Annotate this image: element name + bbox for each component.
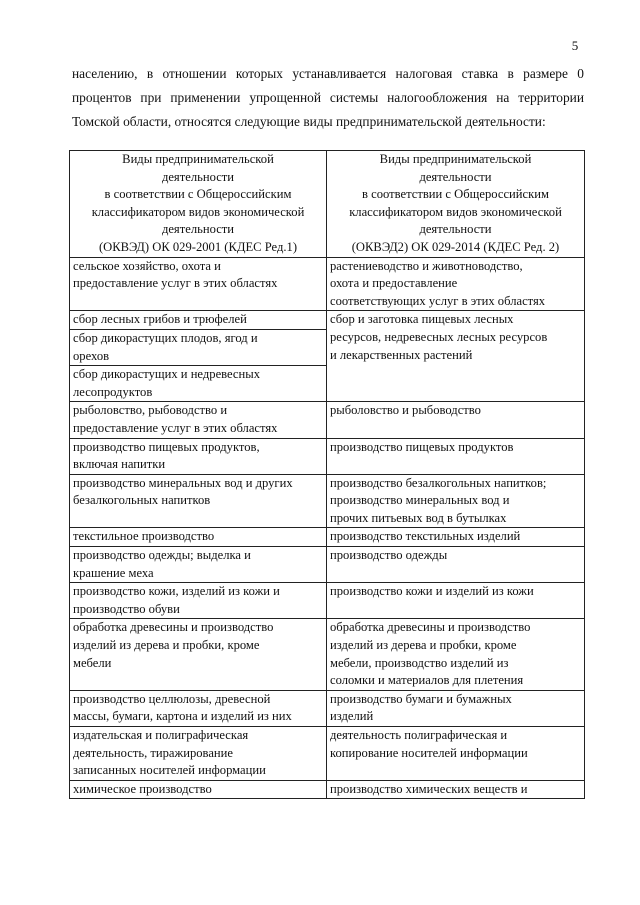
cell-line: производство безалкогольных напитков; (330, 475, 547, 490)
cell-line: изделий из дерева и пробки, кроме (73, 638, 260, 653)
table-header-row (70, 151, 585, 258)
cell-line: включая напитки (73, 457, 166, 472)
okved2-2014-cell (327, 528, 585, 547)
table-row (70, 583, 585, 619)
okved-2001-cell (70, 329, 327, 365)
table-row (70, 257, 585, 311)
header-line: деятельности (161, 169, 235, 184)
cell-line: соответствующих услуг в этих областях (330, 293, 546, 308)
okved2-2014-cell (327, 780, 585, 799)
cell-line: изделий из дерева и пробки, кроме (330, 638, 517, 653)
table-row (70, 727, 585, 781)
intro-paragraph (72, 62, 584, 134)
cell-line: издательская и полиграфическая (73, 728, 249, 742)
cell-line: производство одежды (330, 548, 448, 563)
header-okved2-2014 (327, 151, 585, 258)
cell-line: производство обуви (73, 601, 180, 616)
cell-line: записанных носителей информации (73, 763, 266, 778)
cell-line: крашение меха (73, 565, 154, 580)
cell-line: производство бумаги и бумажных (330, 691, 512, 706)
cell-line: производство одежды; выделка и (73, 548, 251, 563)
cell-line: растениеводство и животноводство, (330, 258, 523, 273)
cell-line: текстильное производство (73, 529, 215, 544)
cell-line: сбор дикорастущих и недревесных (73, 367, 261, 382)
okved-2001-cell (70, 690, 327, 726)
cell-line: предоставление услуг в этих областях (73, 420, 278, 435)
cell-line: обработка древесины и производство (330, 620, 531, 635)
intro-line: процентов при применении упрощенной системы налогообложения на территории (72, 90, 584, 105)
header-line: классификатором видов экономической (349, 204, 562, 219)
cell-line: лесопродуктов (73, 384, 153, 399)
cell-line: орехов (73, 348, 110, 363)
table-row (70, 619, 585, 690)
cell-line: прочих питьевых вод в бутылках (330, 510, 507, 525)
okved-2001-cell (70, 583, 327, 619)
header-line: Виды предпринимательской (122, 152, 274, 166)
header-line: (ОКВЭД2) ОК 029-2014 (КДЕС Ред. 2) (351, 239, 560, 254)
cell-line: производство химических веществ и (330, 781, 528, 796)
cell-line: копирование носителей информации (330, 745, 528, 760)
page-number: 5 (571, 38, 579, 53)
okved2-2014-cell (327, 402, 585, 438)
header-line: деятельности (419, 222, 492, 237)
table-row (70, 528, 585, 547)
okved2-2014-cell (327, 690, 585, 726)
okved2-2014-cell (327, 727, 585, 781)
okved-2001-cell (70, 780, 327, 799)
cell-line: мебели (73, 655, 112, 670)
header-line: классификатором видов экономической (91, 204, 305, 219)
cell-line: предоставление услуг в этих областях (73, 276, 278, 291)
okved-2001-cell (70, 528, 327, 547)
cell-line: сбор дикорастущих плодов, ягод и (73, 330, 258, 345)
cell-line: и лекарственных растений (330, 347, 473, 362)
table-row (70, 438, 585, 474)
cell-line: рыболовство и рыбоводство (330, 403, 481, 418)
okved-2001-cell (70, 547, 327, 583)
okved2-2014-cell (327, 438, 585, 474)
header-line: в соответствии с Общероссийским (362, 187, 549, 202)
table-row (70, 311, 585, 330)
header-line: в соответствии с Общероссийским (104, 187, 292, 202)
cell-line: мебели, производство изделий из (330, 655, 509, 670)
okved-2001-cell (70, 474, 327, 528)
cell-line: производство кожи, изделий из кожи и (73, 584, 280, 599)
okved2-2014-cell (327, 311, 585, 402)
cell-line: сельское хозяйство, охота и (73, 258, 221, 273)
cell-line: производство целлюлозы, древесной (73, 691, 271, 706)
cell-line: производство минеральных вод и других (73, 475, 293, 490)
okved-2001-cell (70, 727, 327, 781)
cell-line: соломки и материалов для плетения (330, 673, 524, 688)
table-row (70, 690, 585, 726)
okved-2001-cell (70, 619, 327, 690)
cell-line: деятельность, тиражирование (73, 745, 233, 760)
cell-line: обработка древесины и производство (73, 620, 274, 635)
header-line: (ОКВЭД) ОК 029-2001 (КДЕС Ред.1) (98, 239, 298, 254)
cell-line: охота и предоставление (330, 276, 458, 291)
cell-line: производство минеральных вод и (330, 493, 510, 508)
okved2-2014-cell (327, 474, 585, 528)
okved2-2014-cell (327, 547, 585, 583)
intro-line: Томской области, относятся следующие виды предпринимательской деятельности: (72, 114, 546, 129)
cell-line: сбор лесных грибов и трюфелей (73, 312, 247, 327)
table-row (70, 547, 585, 583)
cell-line: производство пищевых продуктов (330, 439, 514, 454)
header-line: Виды предпринимательской (379, 152, 532, 166)
cell-line: производство кожи и изделий из кожи (330, 584, 534, 599)
okved2-2014-cell (327, 257, 585, 311)
intro-line: населению, в отношении которых устанавливается налоговая ставка в размере 0 (72, 66, 584, 81)
okved2-2014-cell (327, 619, 585, 690)
okved-2001-cell (70, 366, 327, 402)
cell-line: безалкогольных напитков (73, 493, 211, 508)
cell-line: рыболовство, рыбоводство и (73, 403, 228, 418)
okved-2001-cell (70, 311, 327, 330)
okved-2001-cell (70, 257, 327, 311)
cell-line: изделий (330, 709, 374, 724)
cell-line: химическое производство (73, 781, 212, 796)
header-line: деятельности (161, 222, 235, 237)
okved2-2014-cell (327, 583, 585, 619)
cell-line: ресурсов, недревесных лесных ресурсов (330, 329, 548, 344)
okved-2001-cell (70, 402, 327, 438)
cell-line: производство пищевых продуктов, (73, 439, 260, 454)
header-okved-2001 (70, 151, 327, 258)
header-line: деятельности (419, 169, 492, 184)
cell-line: массы, бумаги, картона и изделий из них (73, 709, 292, 724)
okved-correspondence-table (69, 150, 585, 799)
table-row (70, 474, 585, 528)
table-row (70, 780, 585, 799)
cell-line: деятельность полиграфическая и (330, 728, 508, 742)
cell-line: сбор и заготовка пищевых лесных (330, 312, 514, 327)
table-row (70, 402, 585, 438)
okved-2001-cell (70, 438, 327, 474)
cell-line: производство текстильных изделий (330, 529, 521, 544)
